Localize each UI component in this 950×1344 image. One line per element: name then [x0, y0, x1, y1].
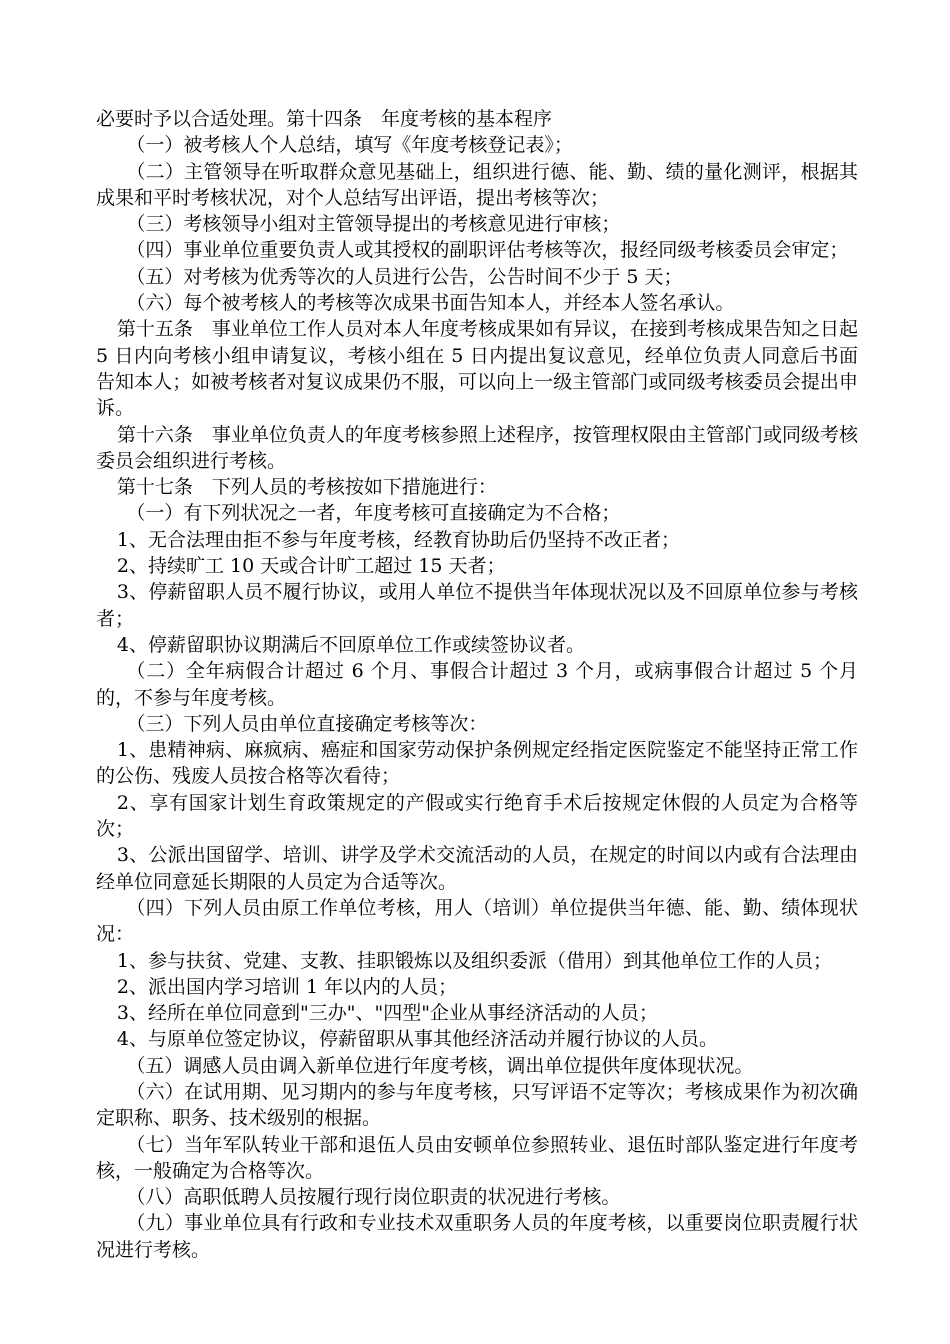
paragraph-item: 2、享有国家计划生育政策规定的产假或实行绝育手术后按规定休假的人员定为合格等次； [96, 791, 858, 841]
paragraph-item: 1、患精神病、麻疯病、癌症和国家劳动保护条例规定经指定医院鉴定不能坚持正常工作的公伤、残废人员按合格等次看待； [96, 739, 858, 788]
paragraph-item: 4、停薪留职协议期满后不回原单位工作或续签协议者。 [116, 633, 585, 656]
paragraph-item: 3、停薪留职人员不履行协议，或用人单位不提供当年体现状况以及不回原单位参与考核者； [96, 581, 858, 630]
paragraph-item: 2、派出国内学习培训 1 年以内的人员； [116, 975, 458, 998]
paragraph-section-2: （二）全年病假合计超过 6 个月、事假合计超过 3 个月，或病事假合计超过 5 个月的，不参与年度考核。 [96, 660, 858, 709]
paragraph-article-15: 第十五条 事业单位工作人员对本人年度考核成果如有异议，在接到考核成果告知之日起 5 日内向考核小组申请复议，考核小组在 5 日内提出复议意见，经单位负责人同意后书面告知本人；如被考核者对复议成果仍不服，可以向上一级主管部门或同级考核委员会提出申诉。 [96, 318, 858, 420]
paragraph-section-1: （一）有下列状况之一者，年度考核可直接确定为不合格； [126, 502, 621, 525]
paragraph-section-4: （四）下列人员由原工作单位考核，用人（培训）单位提供当年德、能、勤、绩体现状况： [96, 896, 858, 946]
paragraph-intro: 必要时予以合适处理。第十四条 年度考核的基本程序 [96, 108, 553, 130]
document-page [96, 106, 858, 1263]
paragraph-item: 1、无合法理由拒不参与年度考核，经教育协助后仍坚持不改正者； [116, 528, 680, 551]
paragraph-item: 3、经所在单位同意到"三办"、"四型"企业从事经济活动的人员； [116, 1002, 658, 1025]
paragraph-step-1: （一）被考核人个人总结，填写《年度考核登记表》； [126, 134, 573, 157]
paragraph-step-4: （四）事业单位重要负责人或其授权的副职评估考核等次，报经同级考核委员会审定； [126, 239, 849, 262]
paragraph-step-2: （二）主管领导在听取群众意见基础上，组织进行德、能、勤、绩的量化测评，根据其成果和平时考核状况，对个人总结写出评语，提出考核等次； [96, 160, 858, 209]
paragraph-step-3: （三）考核领导小组对主管领导提出的考核意见进行审核； [126, 213, 621, 236]
paragraph-section-7: （七）当年军队转业干部和退伍人员由安顿单位参照转业、退伍时部队鉴定进行年度考核，一般确定为合格等次。 [96, 1133, 858, 1182]
paragraph-article-16: 第十六条 事业单位负责人的年度考核参照上述程序，按管理权限由主管部门或同级考核委员会组织进行考核。 [96, 423, 858, 472]
paragraph-item: 1、参与扶贫、党建、支教、挂职锻炼以及组织委派（借用）到其他单位工作的人员； [116, 949, 832, 972]
paragraph-step-5: （五）对考核为优秀等次的人员进行公告，公告时间不少于 5 天； [126, 265, 683, 288]
paragraph-article-17: 第十七条 下列人员的考核按如下措施进行： [116, 476, 497, 499]
paragraph-section-3: （三）下列人员由单位直接确定考核等次： [126, 712, 488, 735]
paragraph-section-9: （九）事业单位具有行政和专业技术双重职务人员的年度考核，以重要岗位职责履行状况进行考核。 [96, 1212, 858, 1261]
paragraph-item: 2、持续旷工 10 天或合计旷工超过 15 天者； [116, 555, 506, 578]
paragraph-item: 4、与原单位签定协议，停薪留职从事其他经济活动并履行协议的人员。 [116, 1028, 718, 1051]
paragraph-item: 3、公派出国留学、培训、讲学及学术交流活动的人员，在规定的时间以内或有合法理由经单位同意延长期限的人员定为合适等次。 [96, 844, 858, 893]
paragraph-section-8: （八）高职低聘人员按履行现行岗位职责的状况进行考核。 [126, 1186, 621, 1209]
paragraph-section-5: （五）调感人员由调入新单位进行年度考核，调出单位提供年度体现状况。 [126, 1054, 754, 1077]
paragraph-step-6: （六）每个被考核人的考核等次成果书面告知本人，并经本人签名承认。 [126, 292, 735, 315]
paragraph-section-6: （六）在试用期、见习期内的参与年度考核，只写评语不定等次；考核成果作为初次确定职称、职务、技术级别的根据。 [96, 1080, 858, 1130]
